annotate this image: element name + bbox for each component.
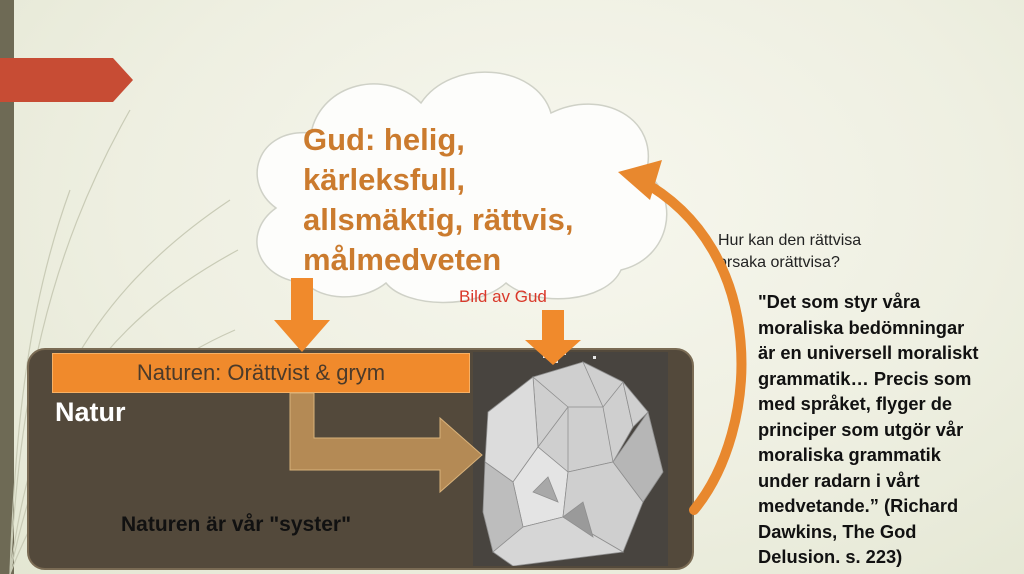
quote-line: medvetande.” (Richard — [758, 495, 959, 516]
quote-line: "Det som styr våra — [758, 291, 921, 312]
god-attribute-line: Gud: helig, — [303, 122, 465, 157]
question-label — [718, 230, 918, 274]
naturen-syster-label: Naturen är vår "syster" — [121, 513, 352, 536]
bild-av-gud-label: Bild av Gud — [459, 287, 547, 306]
quote-line: Delusion. s. 223) — [758, 546, 903, 567]
question-line: orsaka orättvisa? — [718, 254, 840, 271]
naturen-orattvist-bar: Naturen: Orättvist & grym — [52, 353, 470, 393]
god-attributes-text — [303, 120, 623, 280]
title-tab-arrow — [0, 58, 133, 102]
thinking-figure-image — [473, 352, 668, 566]
quote-line: är en universell moraliskt — [758, 342, 979, 363]
quote-line: Dawkins, The God — [758, 520, 917, 542]
quote-line: grammatik… Precis som — [758, 367, 972, 389]
quote-line: med språket, flyger de — [758, 393, 953, 414]
quote-line: principer som utgör vår — [758, 418, 964, 440]
quote-line: under radarn i vårt — [758, 469, 920, 491]
god-attribute-line: kärleksfull, — [303, 162, 465, 197]
god-attribute-line: målmedveten — [303, 242, 502, 277]
god-attribute-line: allsmäktig, rättvis, — [303, 202, 574, 237]
dawkins-quote — [758, 289, 1020, 570]
question-line: Hur kan den rättvisa — [718, 232, 862, 249]
natur-label: Natur — [55, 397, 126, 427]
quote-line: moraliska grammatik — [758, 444, 941, 465]
low-poly-figure-illustration — [473, 352, 668, 566]
quote-line: moraliska bedömningar — [758, 316, 965, 338]
